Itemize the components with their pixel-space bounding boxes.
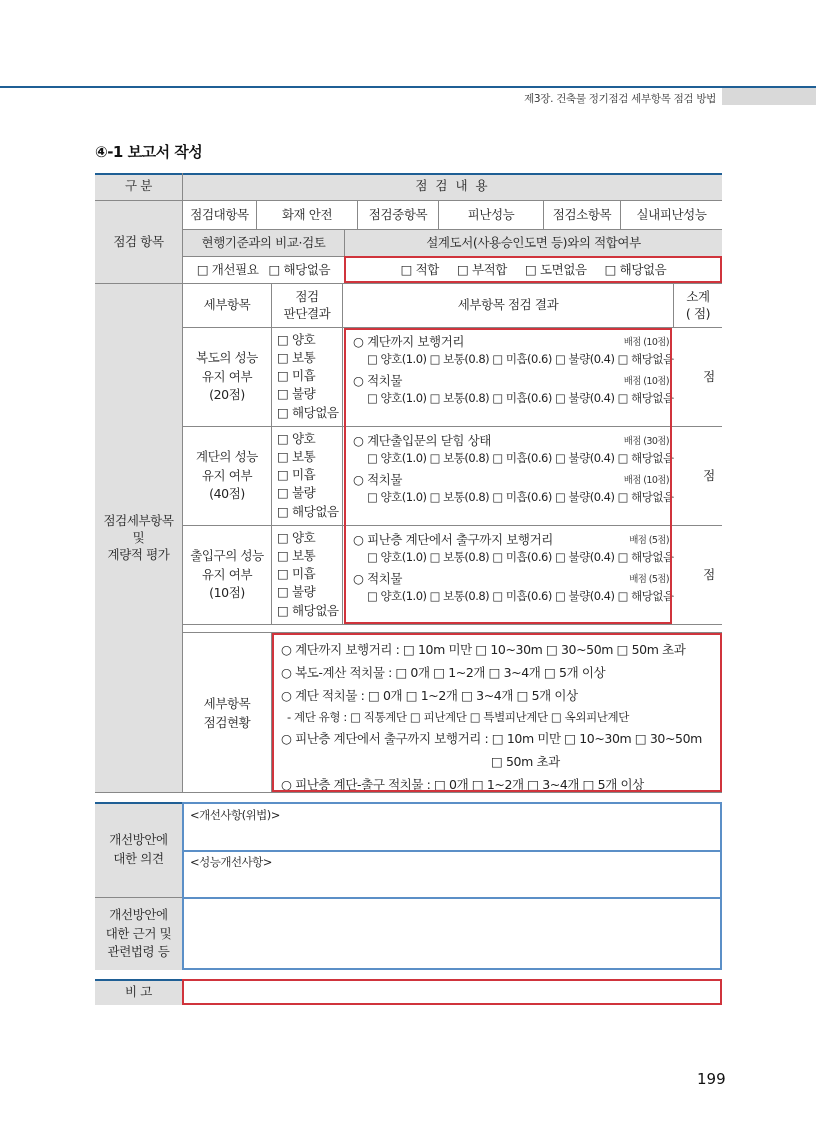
option-nonconform[interactable]: □ 부적합 (456, 261, 507, 277)
option-needs-improvement[interactable]: □ 개선필요 (196, 261, 259, 277)
option-not-applicable[interactable]: □ 해당없음 (268, 261, 331, 277)
option-conform[interactable]: □ 적합 (400, 261, 439, 277)
results-highlight (344, 328, 672, 624)
performance-heading: <성능개선사항> (190, 855, 272, 869)
result-item: ○ 적치물 배점 (10점) (353, 471, 669, 487)
result-item: ○ 적치물 배점 (5점) (353, 570, 669, 586)
score-options[interactable]: □ 양호(1.0) □ 보통(0.8) □ 미흡(0.6) □ 불량(0.4) □ 해당없음 (367, 451, 674, 466)
group-exit-judge (277, 529, 343, 620)
group-stairs-score: 점 (703, 467, 715, 483)
score-options[interactable]: □ 양호(1.0) □ 보통(0.8) □ 미흡(0.6) □ 불량(0.4) □ 해당없음 (367, 588, 674, 603)
judge-na[interactable]: □ 해당없음 (277, 602, 339, 618)
col-content: 점 검 내 용 (415, 178, 490, 194)
result-item: ○ 피난층 계단에서 출구까지 보행거리 배점 (5점) (353, 532, 669, 547)
chapter-header: 제3장. 건축물 정기점검 세부항목 점검 방법 (524, 93, 716, 105)
judge-bad[interactable]: □ 불량 (277, 485, 316, 501)
status-line[interactable]: ○ 계단까지 보행거리 : □ 10m 미만 □ 10~30m □ 30~50m □ 50m 초과 (281, 642, 686, 657)
col-sub: 세부항목 (203, 297, 251, 313)
status-line[interactable]: - 계단 유형 : □ 직통계단 □ 피난계단 □ 특별피난계단 □ 옥외피난계단 (287, 710, 629, 725)
major-label: 점검대항목 (190, 206, 249, 222)
judge-na[interactable]: □ 해당없음 (277, 503, 339, 519)
judge-good[interactable]: □ 양호 (277, 332, 316, 347)
judge-normal[interactable]: □ 보통 (277, 449, 316, 465)
status-line[interactable]: □ 50m 초과 (491, 753, 560, 769)
header-tab-box (722, 88, 816, 105)
detail-label: 점검세부항목 및 계량적 평가 (103, 513, 174, 562)
header-rule (0, 86, 816, 88)
group-stairs-name: 계단의 성능 유지 여부 (40점) (196, 448, 258, 502)
judge-poor[interactable]: □ 미흡 (277, 368, 316, 384)
mid-value: 피난성능 (467, 206, 515, 222)
judge-normal[interactable]: □ 보통 (277, 548, 316, 564)
option-design-na[interactable]: □ 해당없음 (604, 261, 667, 277)
score-options[interactable]: □ 양호(1.0) □ 보통(0.8) □ 미흡(0.6) □ 불량(0.4) □ 해당없음 (367, 390, 674, 405)
inspect-item-label: 점검 항목 (113, 233, 164, 249)
status-line[interactable]: ○ 복도-계산 적치물 : □ 0개 □ 1~2개 □ 3~4개 □ 5개 이상 (281, 664, 606, 680)
status-label: 세부항목 점검현황 (203, 695, 251, 730)
judge-bad[interactable]: □ 불량 (277, 584, 316, 600)
major-value: 화재 안전 (281, 206, 333, 222)
status-highlight (272, 633, 722, 792)
group-stairs-judge (277, 430, 343, 521)
minor-label: 점검소항목 (552, 206, 612, 222)
group-corridor-score: 점 (703, 368, 715, 384)
compare-label: 현행기준과의 비교·검토 (201, 234, 326, 250)
judge-poor[interactable]: □ 미흡 (277, 566, 316, 582)
col-result: 세부항목 점검 결과 (457, 297, 559, 313)
basis-label: 개선방안에 대한 근거 및 관련법령 등 (105, 906, 172, 960)
mid-label: 점검중항목 (368, 206, 428, 222)
remarks-label: 비 고 (95, 979, 182, 1005)
violation-input[interactable] (182, 802, 722, 852)
judge-bad[interactable]: □ 불량 (277, 386, 316, 402)
design-label: 설계도서(사용승인도면 등)와의 적합여부 (426, 234, 641, 250)
col-gubun: 구 분 (125, 178, 152, 194)
col-sum: 소계 ( 점) (685, 288, 711, 321)
judge-good[interactable]: □ 양호 (277, 431, 316, 446)
result-item: ○ 계단출입문의 닫힘 상태 배점 (30점) (353, 433, 669, 448)
opinion-label: 개선방안에 대한 의견 (109, 831, 168, 866)
page-number: 199 (697, 1070, 726, 1088)
section-title: ④-1 보고서 작성 (95, 143, 203, 161)
compare-options (183, 257, 344, 283)
group-exit-score: 점 (703, 566, 715, 582)
violation-heading: <개선사항(위법)> (190, 808, 280, 822)
judge-na[interactable]: □ 해당없음 (277, 404, 339, 420)
score-options[interactable]: □ 양호(1.0) □ 보통(0.8) □ 미흡(0.6) □ 불량(0.4) □ 해당없음 (367, 489, 674, 504)
status-line[interactable]: ○ 피난층 계단에서 출구까지 보행거리 : □ 10m 미만 □ 10~30m □ 30~50m (281, 731, 702, 747)
basis-input[interactable] (182, 897, 722, 970)
group-exit-name: 출입구의 성능 유지 여부 (10점) (190, 547, 264, 601)
status-line[interactable]: ○ 피난층 계단-출구 적치물 : □ 0개 □ 1~2개 □ 3~4개 □ 5개 이상 (281, 776, 644, 792)
status-line[interactable]: ○ 계단 적치물 : □ 0개 □ 1~2개 □ 3~4개 □ 5개 이상 (281, 687, 578, 703)
result-item: ○ 적치물 배점 (10점) (353, 372, 669, 388)
design-options-highlight (344, 256, 722, 283)
col-judge: 점검 판단결과 (283, 288, 331, 321)
remarks-input[interactable] (182, 979, 722, 1005)
score-options[interactable]: □ 양호(1.0) □ 보통(0.8) □ 미흡(0.6) □ 불량(0.4) □ 해당없음 (367, 352, 674, 367)
judge-good[interactable]: □ 양호 (277, 530, 316, 545)
group-corridor-judge (277, 331, 343, 422)
judge-poor[interactable]: □ 미흡 (277, 467, 316, 483)
judge-normal[interactable]: □ 보통 (277, 350, 316, 366)
performance-input[interactable] (182, 850, 722, 899)
score-options[interactable]: □ 양호(1.0) □ 보통(0.8) □ 미흡(0.6) □ 불량(0.4) □ 해당없음 (367, 550, 674, 565)
option-no-drawing[interactable]: □ 도면없음 (524, 261, 587, 277)
minor-value: 실내피난성능 (636, 206, 707, 222)
group-corridor-name: 복도의 성능 유지 여부 (20점) (196, 349, 258, 403)
result-item: ○ 계단까지 보행거리 배점 (10점) (353, 334, 669, 349)
